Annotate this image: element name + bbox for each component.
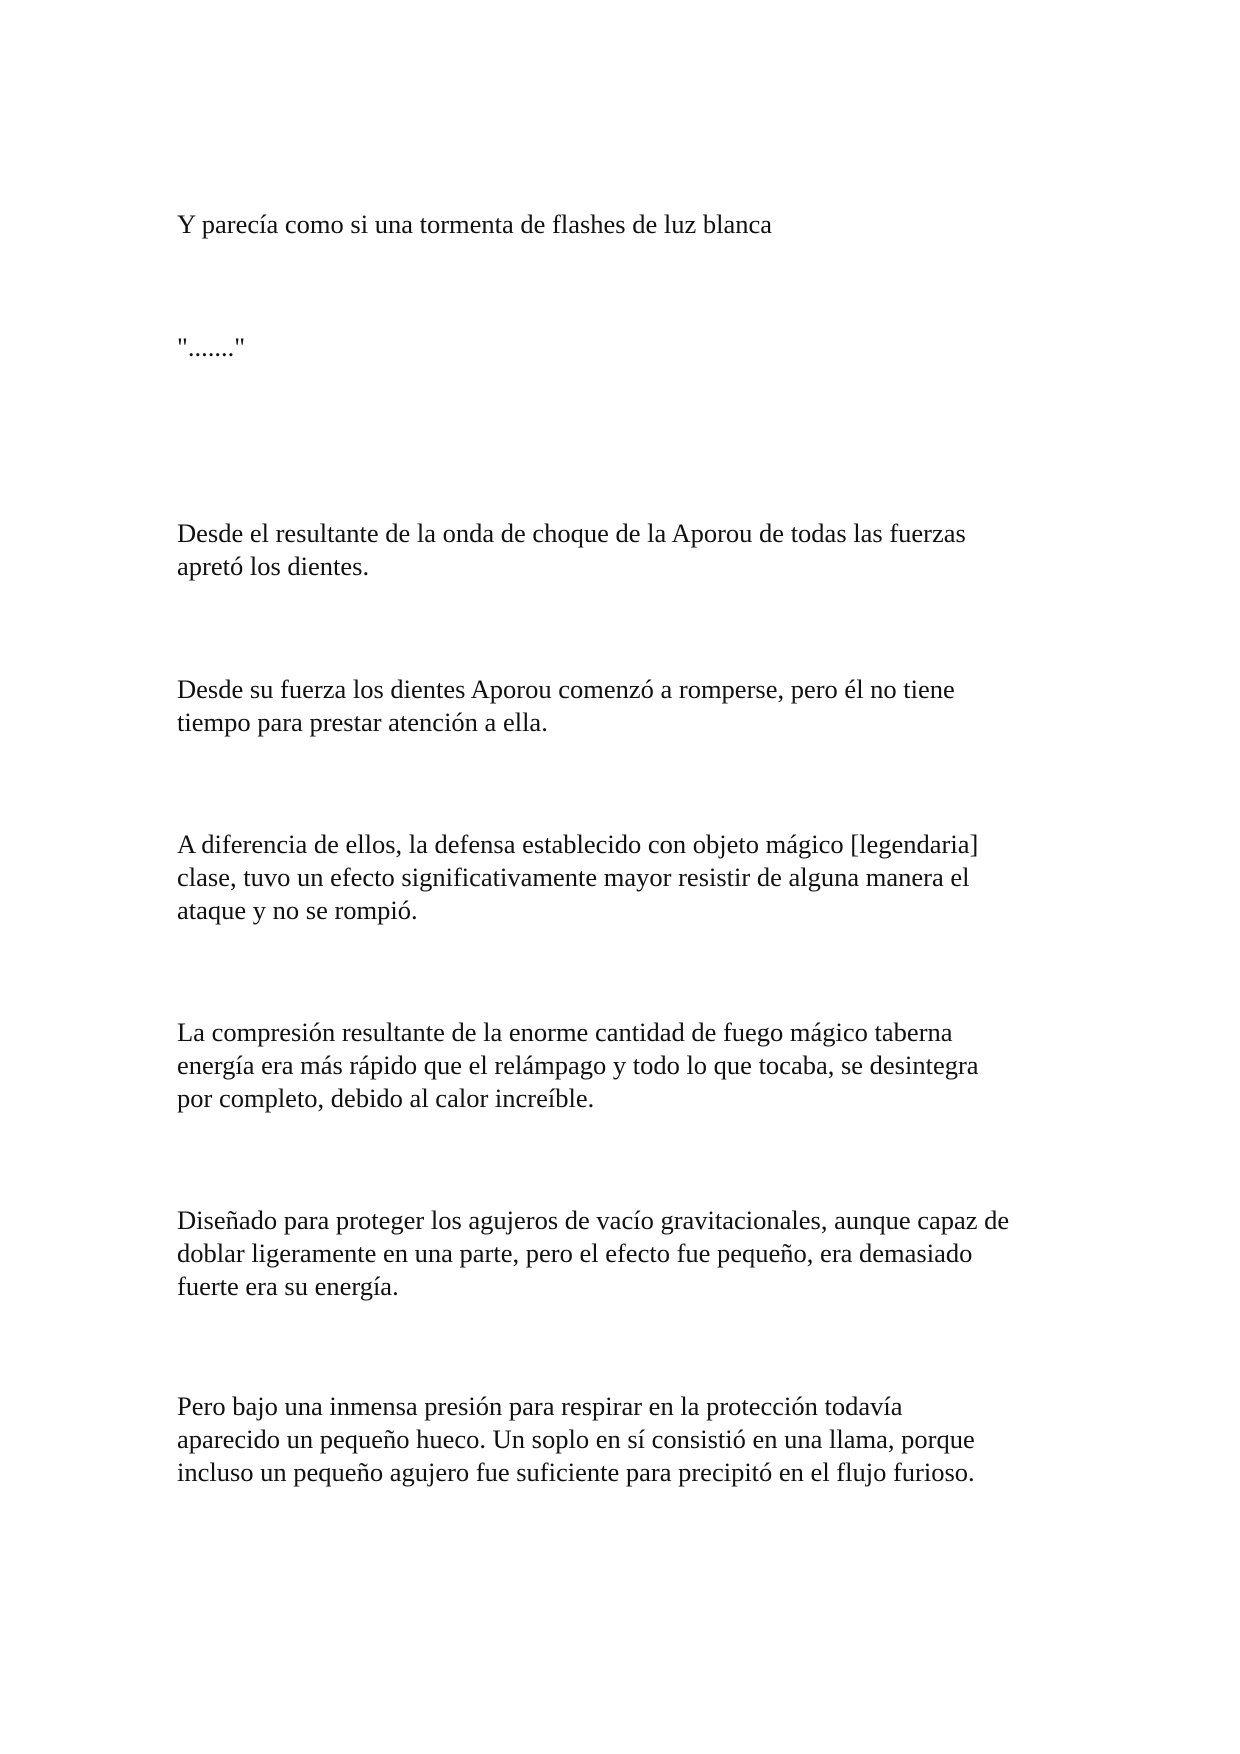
paragraph-2: "......." xyxy=(177,332,246,362)
paragraph-5: A diferencia de ellos, la defensa establecido con objeto mágico [legendaria] clase, tuvo un efecto significativamente mayor resistir de alguna manera el ataque y no se rompió. xyxy=(177,829,979,925)
paragraph-6: La compresión resultante de la enorme cantidad de fuego mágico taberna energía era más rápido que el relámpago y todo lo que tocaba, se desintegra por completo, debido al calor increíble. xyxy=(177,1017,979,1113)
paragraph-8: Pero bajo una inmensa presión para respirar en la protección todavía aparecido un pequeño hueco. Un soplo en sí consistió en una llama, porque incluso un pequeño agujero fue suficiente para precipitó en el flujo furioso. xyxy=(177,1391,975,1487)
paragraph-3: Desde el resultante de la onda de choque de la Aporou de todas las fuerzas apretó los dientes. xyxy=(177,518,966,581)
paragraph-4: Desde su fuerza los dientes Aporou comenzó a romperse, pero él no tiene tiempo para prestar atención a ella. xyxy=(177,674,955,737)
paragraph-7: Diseñado para proteger los agujeros de vacío gravitacionales, aunque capaz de doblar ligeramente en una parte, pero el efecto fue pequeño, era demasiado fuerte era su energía. xyxy=(177,1205,1010,1301)
paragraph-1: Y parecía como si una tormenta de flashes de luz blanca xyxy=(177,209,773,239)
